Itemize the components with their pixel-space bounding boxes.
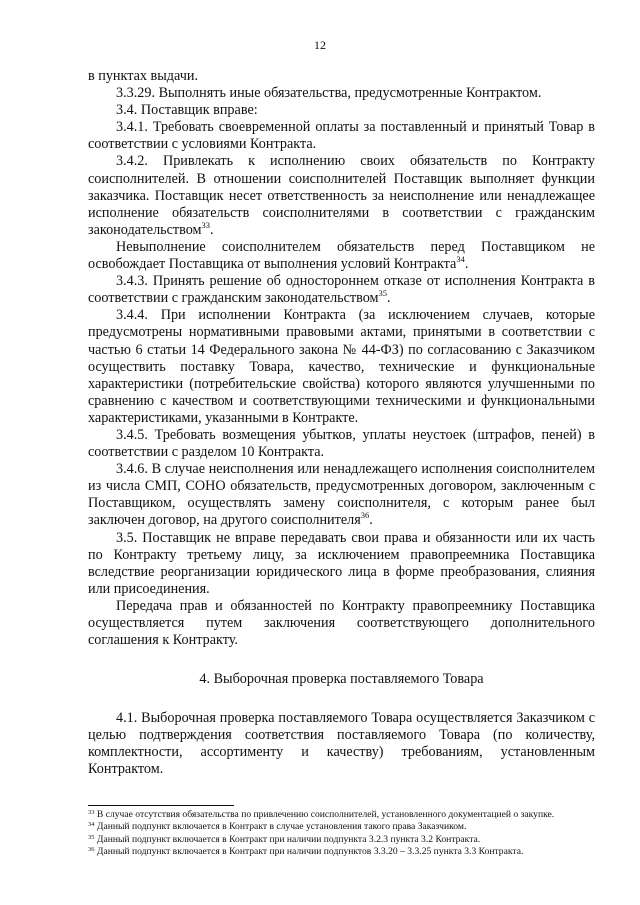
footnote-number: 35	[88, 833, 95, 841]
page-content	[88, 68, 595, 779]
footnote-ref: 35	[378, 288, 388, 299]
footnote-34	[88, 821, 598, 833]
paragraph-text: Невыполнение соисполнителем обязательств перед Поставщиком не освобождает Поставщика от выполнения условий Контракта	[88, 238, 595, 273]
paragraph-p5	[88, 239, 595, 273]
paragraph-p2	[88, 102, 595, 119]
paragraphs-top	[88, 68, 595, 649]
footnote-ref: 34	[456, 254, 465, 265]
paragraph-text: 3.3.29. Выполнять иные обязательства, предусмотренные Контрактом.	[116, 85, 542, 102]
paragraph-p4	[88, 153, 595, 238]
footnote-text: Данный подпункт включается в Контракт в случае установления такого права Заказчиком.	[94, 821, 467, 833]
paragraph-p3	[88, 119, 595, 153]
paragraph-text: 3.5. Поставщик не вправе передавать свои права и обязанности или их часть по Контракту третьему лицу, за исключением правопреемника Поставщика вследствие реорганизации юридического лица в форме преобразования, слияния или присоединения.	[88, 529, 595, 597]
paragraph-text: 3.4.4. При исполнении Контракта (за исключением случаев, которые предусмотрены нормативными правовыми актами, принятыми в соответствии с частью 6 статьи 14 Федерального закона № 44-ФЗ) по согласованию с Заказчиком осуществить поставку Товара, качество, технические и функциональные характеристики (потребительские свойства) которого являются улучшенными по сравнению с качеством и соответствующими техническими и функциональными характеристиками, указанными в Контракте.	[88, 307, 595, 426]
footnote-text: Данный подпункт включается в Контракт при наличии подпунктов 3.3.20 – 3.3.25 пункта 3.3 Контракта.	[94, 845, 524, 857]
paragraphs-bottom	[88, 710, 595, 778]
paragraph-p8	[88, 427, 595, 461]
paragraph-text: 3.4.3. Принять решение об одностороннем отказе от исполнения Контракта в соответствии с гражданским законодательством	[88, 273, 595, 307]
footnote-ref: 36	[360, 510, 370, 521]
paragraph-tail: .	[464, 256, 469, 273]
paragraph-tail: .	[369, 512, 373, 529]
footnote-number: 34	[88, 821, 95, 829]
footnote-number: 36	[88, 845, 95, 853]
paragraph-p10	[88, 530, 595, 598]
page-number: 12	[314, 38, 326, 52]
footnote-divider	[88, 805, 234, 806]
paragraph-text: 3.4. Поставщик вправе:	[116, 102, 258, 119]
footnote-ref: 33	[201, 219, 211, 230]
footnote-36	[88, 846, 598, 858]
footnote-35	[88, 834, 598, 846]
footnotes	[88, 809, 598, 858]
paragraph-text: в пунктах выдачи.	[88, 68, 198, 84]
footnote-number: 33	[88, 809, 95, 816]
paragraph-text: 3.4.2. Привлекать к исполнению своих обязательств по Контракту соисполнителей. В отношении соисполнителей Поставщик выполняет функции заказчика. Поставщик несет ответственность за неисполнение или ненадлежащее исполнение обязательств соисполнителями в соответствии с гражданским законодательством	[88, 153, 595, 238]
paragraph-p6	[88, 273, 595, 307]
footnote-33	[88, 809, 598, 821]
paragraph-text: Передача прав и обязанностей по Контракту правопреемнику Поставщика осуществляется путем заключения соответствующего дополнительного соглашения к Контракту.	[88, 597, 595, 649]
paragraph-p1	[88, 85, 595, 102]
paragraph-text: 3.4.5. Требовать возмещения убытков, уплаты неустоек (штрафов, пеней) в соответствии с разделом 10 Контракта.	[88, 426, 595, 461]
paragraph-tail: .	[210, 221, 214, 238]
paragraph-tail: .	[387, 290, 391, 307]
paragraph-p9	[88, 461, 595, 529]
paragraph-text: 3.4.1. Требовать своевременной оплаты за поставленный и принятый Товар в соответствии с условиями Контракта.	[88, 119, 595, 153]
paragraph-p12	[88, 710, 595, 778]
paragraph-p11	[88, 598, 595, 649]
footnote-text: Данный подпункт включается в Контракт при наличии подпункта 3.2.3 пункта 3.2 Контракта.	[94, 833, 481, 845]
paragraph-text: 4.1. Выборочная проверка поставляемого Товара осуществляется Заказчиком с целью подтверждения соответствия поставляемого Товара (по количеству, комплектности, ассортименту и качеству) требованиям, установленным Контрактом.	[88, 710, 595, 778]
section-heading: 4. Выборочная проверка поставляемого Товара	[199, 671, 484, 688]
paragraph-text: 3.4.6. В случае неисполнения или ненадлежащего исполнения соисполнителем из числа СМП, СОНО обязательств, предусмотренных договором, заключенным с Поставщиком, осуществлять замену соисполнителя, с которым ранее был заключен договор, на другого соисполнителя	[88, 461, 595, 529]
footnote-text: В случае отсутствия обязательства по привлечению соисполнителей, установленного документацией о закупке.	[94, 809, 555, 820]
paragraph-p0	[88, 68, 595, 85]
paragraph-p7	[88, 307, 595, 427]
